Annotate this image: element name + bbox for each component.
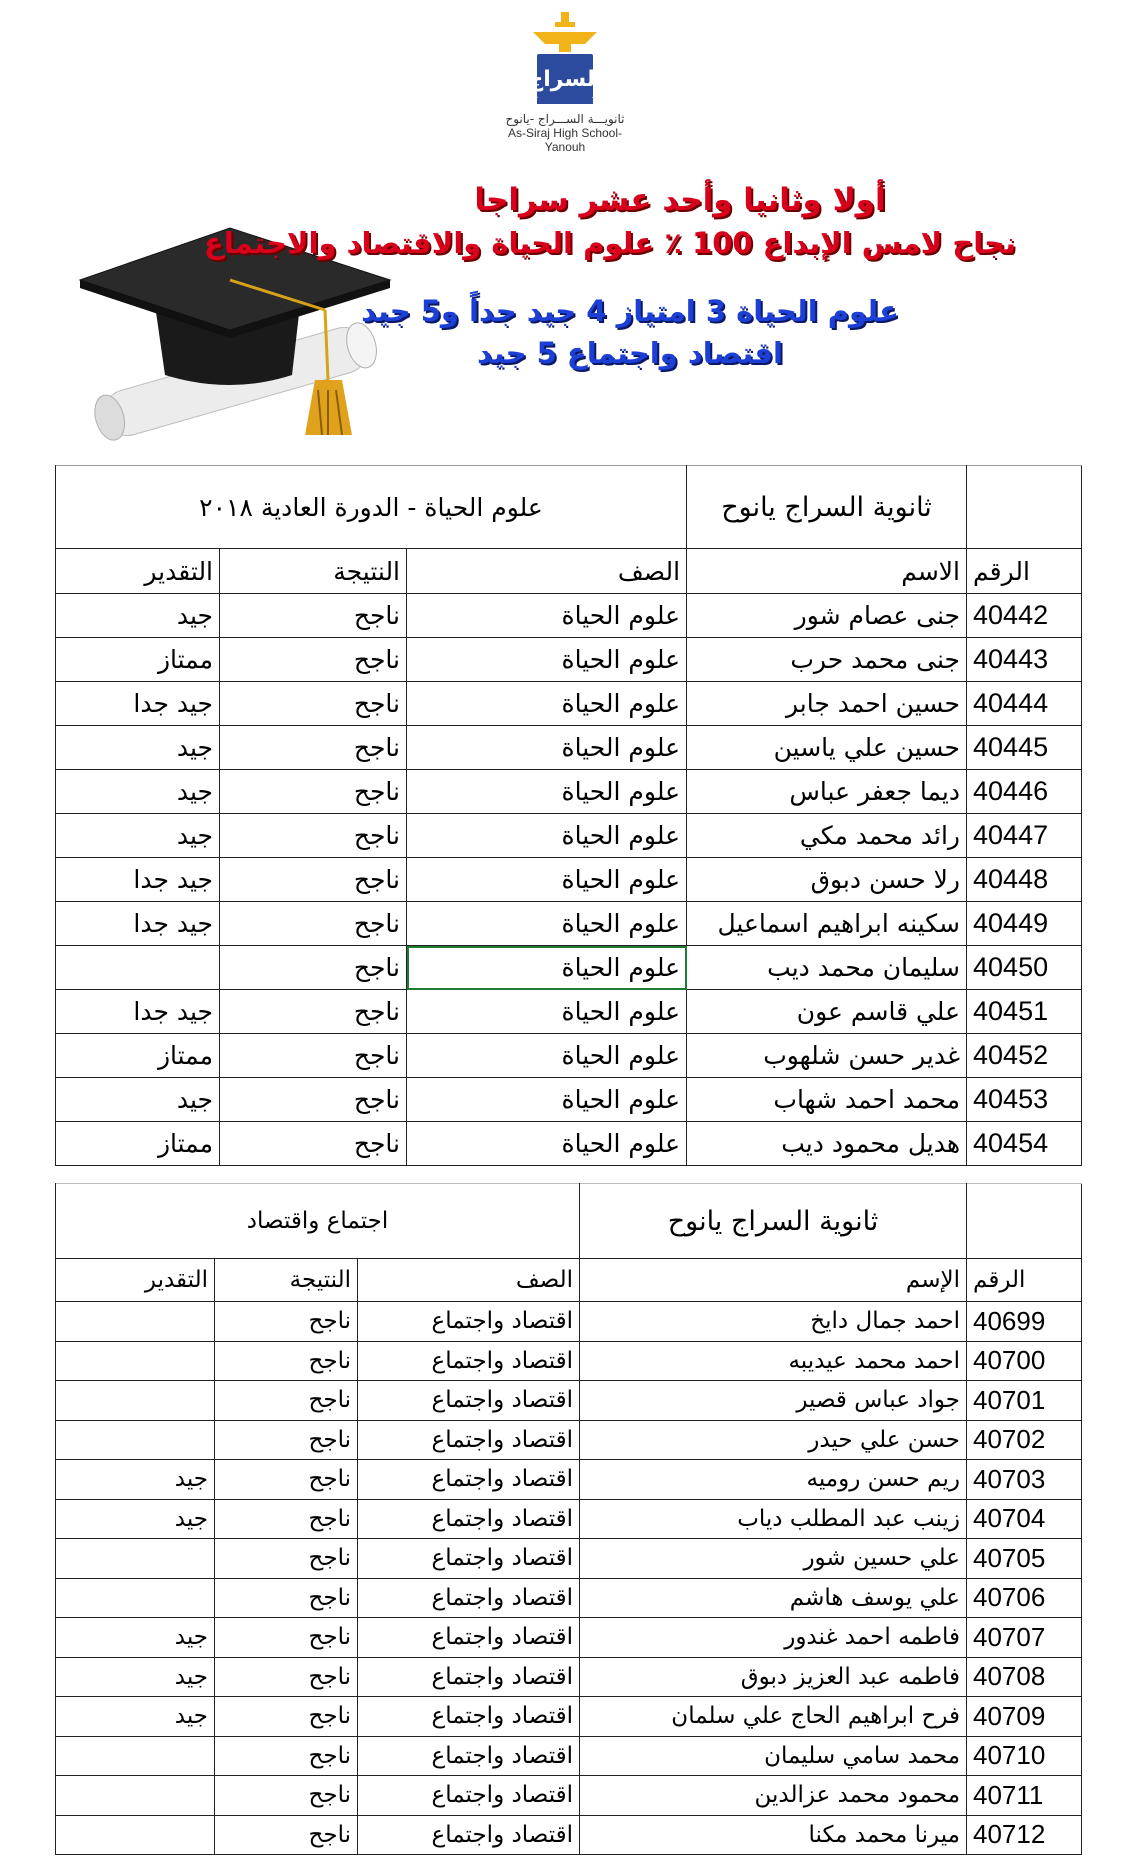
cell-result: ناجح	[220, 1034, 407, 1078]
cell-result: ناجح	[220, 946, 407, 990]
cell-name: سكينه ابراهيم اسماعيل	[687, 902, 967, 946]
cell-class: علوم الحياة	[407, 682, 687, 726]
title-empty-cell	[967, 466, 1082, 549]
cell-number: 40450	[967, 946, 1082, 990]
cell-class: اقتصاد واجتماع	[358, 1341, 580, 1381]
cell-number: 40700	[967, 1341, 1082, 1381]
school-logo	[505, 10, 625, 160]
table-row	[56, 682, 1082, 726]
cell-grade: جيد جدا	[56, 902, 220, 946]
cell-result: ناجح	[215, 1539, 358, 1579]
table-row	[56, 594, 1082, 638]
cell-class: اقتصاد واجتماع	[358, 1539, 580, 1579]
cell-name: هديل محمود ديب	[687, 1122, 967, 1166]
session-title-cell: علوم الحياة - الدورة العادية ٢٠١٨	[56, 466, 687, 549]
cell-grade: جيد	[56, 1460, 215, 1500]
cell-class: علوم الحياة	[407, 858, 687, 902]
cell-class: اقتصاد واجتماع	[358, 1776, 580, 1816]
cell-grade	[56, 1736, 215, 1776]
cell-result: ناجح	[220, 1078, 407, 1122]
cell-name: حسن علي حيدر	[580, 1420, 967, 1460]
table-header-row	[56, 1259, 1082, 1302]
cell-class: علوم الحياة	[407, 1078, 687, 1122]
cell-class: اقتصاد واجتماع	[358, 1460, 580, 1500]
cell-class: علوم الحياة	[407, 1122, 687, 1166]
table-row	[56, 1122, 1082, 1166]
cell-name: رلا حسن دبوق	[687, 858, 967, 902]
cell-result: ناجح	[220, 726, 407, 770]
headline-line-3: علوم الحياة 3 امتياز 4 جيد جداً و5 جيد	[361, 294, 899, 328]
cell-class: علوم الحياة	[407, 1034, 687, 1078]
cell-class: علوم الحياة	[407, 770, 687, 814]
cell-result: ناجح	[215, 1618, 358, 1658]
header-number: الرقم	[967, 1259, 1082, 1302]
cell-name: علي قاسم عون	[687, 990, 967, 1034]
lamp-logo-icon	[515, 10, 615, 110]
table-row	[56, 1420, 1082, 1460]
table-row	[56, 1381, 1082, 1421]
headline-line-2: نجاح لامس الإبداع 100 ٪ علوم الحياة والاقتصاد والاجتماع	[204, 226, 1016, 260]
header-result: النتيجة	[220, 549, 407, 594]
table-header-row	[56, 549, 1082, 594]
cell-class: اقتصاد واجتماع	[358, 1736, 580, 1776]
headline-line-4: اقتصاد واجتماع 5 جيد	[477, 336, 783, 370]
cell-grade	[56, 1302, 215, 1342]
cell-class: اقتصاد واجتماع	[358, 1618, 580, 1658]
cell-class: اقتصاد واجتماع	[358, 1420, 580, 1460]
cell-result: ناجح	[215, 1776, 358, 1816]
table-row	[56, 1736, 1082, 1776]
school-name-en: As-Siraj High School-Yanouh	[507, 126, 623, 154]
cell-grade	[56, 1420, 215, 1460]
life-sciences-results-table	[55, 465, 1082, 1166]
cell-name: ميرنا محمد مكنا	[580, 1815, 967, 1855]
cell-result: ناجح	[220, 990, 407, 1034]
cell-result: ناجح	[220, 1122, 407, 1166]
cell-grade: جيد	[56, 1618, 215, 1658]
header-grade: التقدير	[56, 549, 220, 594]
cell-result: ناجح	[215, 1697, 358, 1737]
cell-name: محمد سامي سليمان	[580, 1736, 967, 1776]
cell-number: 40451	[967, 990, 1082, 1034]
cell-grade	[56, 1341, 215, 1381]
cell-number: 40710	[967, 1736, 1082, 1776]
session-title-cell: اجتماع واقتصاد	[56, 1184, 580, 1259]
table-title-row	[56, 466, 1082, 549]
table-row	[56, 1034, 1082, 1078]
cell-class: اقتصاد واجتماع	[358, 1499, 580, 1539]
cell-name: علي حسين شور	[580, 1539, 967, 1579]
header-class: الصف	[407, 549, 687, 594]
table-title-row	[56, 1184, 1082, 1259]
cell-grade	[56, 1578, 215, 1618]
cell-result: ناجح	[220, 902, 407, 946]
cell-number: 40699	[967, 1302, 1082, 1342]
cell-grade: جيد	[56, 1499, 215, 1539]
cell-name: سليمان محمد ديب	[687, 946, 967, 990]
cell-result: ناجح	[215, 1302, 358, 1342]
cell-grade: جيد	[56, 1697, 215, 1737]
cell-class: علوم الحياة	[407, 814, 687, 858]
cell-name: علي يوسف هاشم	[580, 1578, 967, 1618]
header-name: الإسم	[580, 1259, 967, 1302]
cell-grade: ممتاز	[56, 1122, 220, 1166]
cell-number: 40443	[967, 638, 1082, 682]
table-row	[56, 1078, 1082, 1122]
cell-grade: جيد جدا	[56, 682, 220, 726]
cell-result: ناجح	[215, 1341, 358, 1381]
cell-name: رائد محمد مكي	[687, 814, 967, 858]
table-row	[56, 1302, 1082, 1342]
cell-class: اقتصاد واجتماع	[358, 1657, 580, 1697]
cell-number: 40454	[967, 1122, 1082, 1166]
table-row	[56, 902, 1082, 946]
cell-number: 40704	[967, 1499, 1082, 1539]
table-row	[56, 1460, 1082, 1500]
cell-name: احمد جمال دايخ	[580, 1302, 967, 1342]
cell-class: اقتصاد واجتماع	[358, 1578, 580, 1618]
cell-grade	[56, 1776, 215, 1816]
cell-name: حسين علي ياسين	[687, 726, 967, 770]
cell-class: اقتصاد واجتماع	[358, 1697, 580, 1737]
school-name-cell: ثانوية السراج يانوح	[687, 466, 967, 549]
cell-number: 40448	[967, 858, 1082, 902]
header-result: النتيجة	[215, 1259, 358, 1302]
table-row	[56, 638, 1082, 682]
cell-grade	[56, 946, 220, 990]
cell-class: علوم الحياة	[407, 902, 687, 946]
table-row	[56, 858, 1082, 902]
cell-number: 40705	[967, 1539, 1082, 1579]
cell-number: 40446	[967, 770, 1082, 814]
cell-result: ناجح	[220, 814, 407, 858]
economics-sociology-results-table	[55, 1183, 1082, 1855]
cell-grade: جيد	[56, 1657, 215, 1697]
cell-class: علوم الحياة	[407, 638, 687, 682]
cell-name: احمد محمد عيديبه	[580, 1341, 967, 1381]
cell-result: ناجح	[220, 638, 407, 682]
cell-number: 40444	[967, 682, 1082, 726]
cell-result: ناجح	[215, 1815, 358, 1855]
table-row	[56, 814, 1082, 858]
cell-result: ناجح	[215, 1420, 358, 1460]
cell-class: اقتصاد واجتماع	[358, 1302, 580, 1342]
cell-number: 40703	[967, 1460, 1082, 1500]
cell-class: اقتصاد واجتماع	[358, 1815, 580, 1855]
cell-grade: جيد	[56, 770, 220, 814]
cell-name: زينب عبد المطلب دياب	[580, 1499, 967, 1539]
logo-mark-text: السراج	[527, 67, 603, 92]
cell-number: 40707	[967, 1618, 1082, 1658]
table-row	[56, 1341, 1082, 1381]
header-number: الرقم	[967, 549, 1082, 594]
cell-result: ناجح	[215, 1460, 358, 1500]
cell-grade: جيد	[56, 814, 220, 858]
cell-grade: جيد جدا	[56, 990, 220, 1034]
cell-name: فاطمه احمد غندور	[580, 1618, 967, 1658]
cell-number: 40708	[967, 1657, 1082, 1697]
table-row	[56, 1776, 1082, 1816]
cell-grade: جيد جدا	[56, 858, 220, 902]
cell-name: محمد احمد شهاب	[687, 1078, 967, 1122]
table-row	[56, 1657, 1082, 1697]
cell-number: 40452	[967, 1034, 1082, 1078]
cell-grade: ممتاز	[56, 638, 220, 682]
cell-number: 40711	[967, 1776, 1082, 1816]
cell-name: فرح ابراهيم الحاج علي سلمان	[580, 1697, 967, 1737]
table-row	[56, 1697, 1082, 1737]
header-class: الصف	[358, 1259, 580, 1302]
cell-class: اقتصاد واجتماع	[358, 1381, 580, 1421]
cell-result: ناجح	[215, 1578, 358, 1618]
cell-name: غدير حسن شلهوب	[687, 1034, 967, 1078]
cell-number: 40712	[967, 1815, 1082, 1855]
table-row	[56, 1618, 1082, 1658]
cell-number: 40709	[967, 1697, 1082, 1737]
cell-name: ديما جعفر عباس	[687, 770, 967, 814]
cell-number: 40701	[967, 1381, 1082, 1421]
cell-class: علوم الحياة	[407, 990, 687, 1034]
school-name-cell: ثانوية السراج يانوح	[580, 1184, 967, 1259]
table-row	[56, 1539, 1082, 1579]
cell-number: 40449	[967, 902, 1082, 946]
headline-line-1: أولا وثانيا وأحد عشر سراجا	[474, 182, 886, 218]
table-row	[56, 990, 1082, 1034]
cell-name: ريم حسن روميه	[580, 1460, 967, 1500]
cell-result: ناجح	[220, 858, 407, 902]
cell-class: علوم الحياة	[407, 946, 687, 990]
table-row	[56, 1815, 1082, 1855]
cell-number: 40442	[967, 594, 1082, 638]
cell-grade: جيد	[56, 726, 220, 770]
school-name-ar: ثانويـــة الســـراج -يانوح	[505, 112, 625, 126]
table-row	[56, 946, 1082, 990]
table-row	[56, 1578, 1082, 1618]
cell-name: محمود محمد عزالدين	[580, 1776, 967, 1816]
cell-grade: ممتاز	[56, 1034, 220, 1078]
cell-result: ناجح	[215, 1657, 358, 1697]
cell-result: ناجح	[220, 682, 407, 726]
cell-grade	[56, 1815, 215, 1855]
cell-number: 40706	[967, 1578, 1082, 1618]
cell-name: فاطمه عبد العزيز دبوق	[580, 1657, 967, 1697]
cell-number: 40445	[967, 726, 1082, 770]
cell-grade	[56, 1539, 215, 1579]
cell-number: 40702	[967, 1420, 1082, 1460]
table-row	[56, 726, 1082, 770]
cell-class: علوم الحياة	[407, 594, 687, 638]
cell-class: علوم الحياة	[407, 726, 687, 770]
cell-name: جواد عباس قصير	[580, 1381, 967, 1421]
cell-grade: جيد	[56, 594, 220, 638]
cell-name: جنى عصام شور	[687, 594, 967, 638]
cell-grade: جيد	[56, 1078, 220, 1122]
title-empty-cell	[967, 1184, 1082, 1259]
cell-name: حسين احمد جابر	[687, 682, 967, 726]
cell-name: جنى محمد حرب	[687, 638, 967, 682]
header-grade: التقدير	[56, 1259, 215, 1302]
header-name: الاسم	[687, 549, 967, 594]
cell-number: 40453	[967, 1078, 1082, 1122]
cell-grade	[56, 1381, 215, 1421]
table-row	[56, 1499, 1082, 1539]
cell-result: ناجح	[215, 1499, 358, 1539]
cell-result: ناجح	[215, 1381, 358, 1421]
cell-result: ناجح	[220, 594, 407, 638]
cell-result: ناجح	[215, 1736, 358, 1776]
cell-result: ناجح	[220, 770, 407, 814]
table-row	[56, 770, 1082, 814]
cell-number: 40447	[967, 814, 1082, 858]
